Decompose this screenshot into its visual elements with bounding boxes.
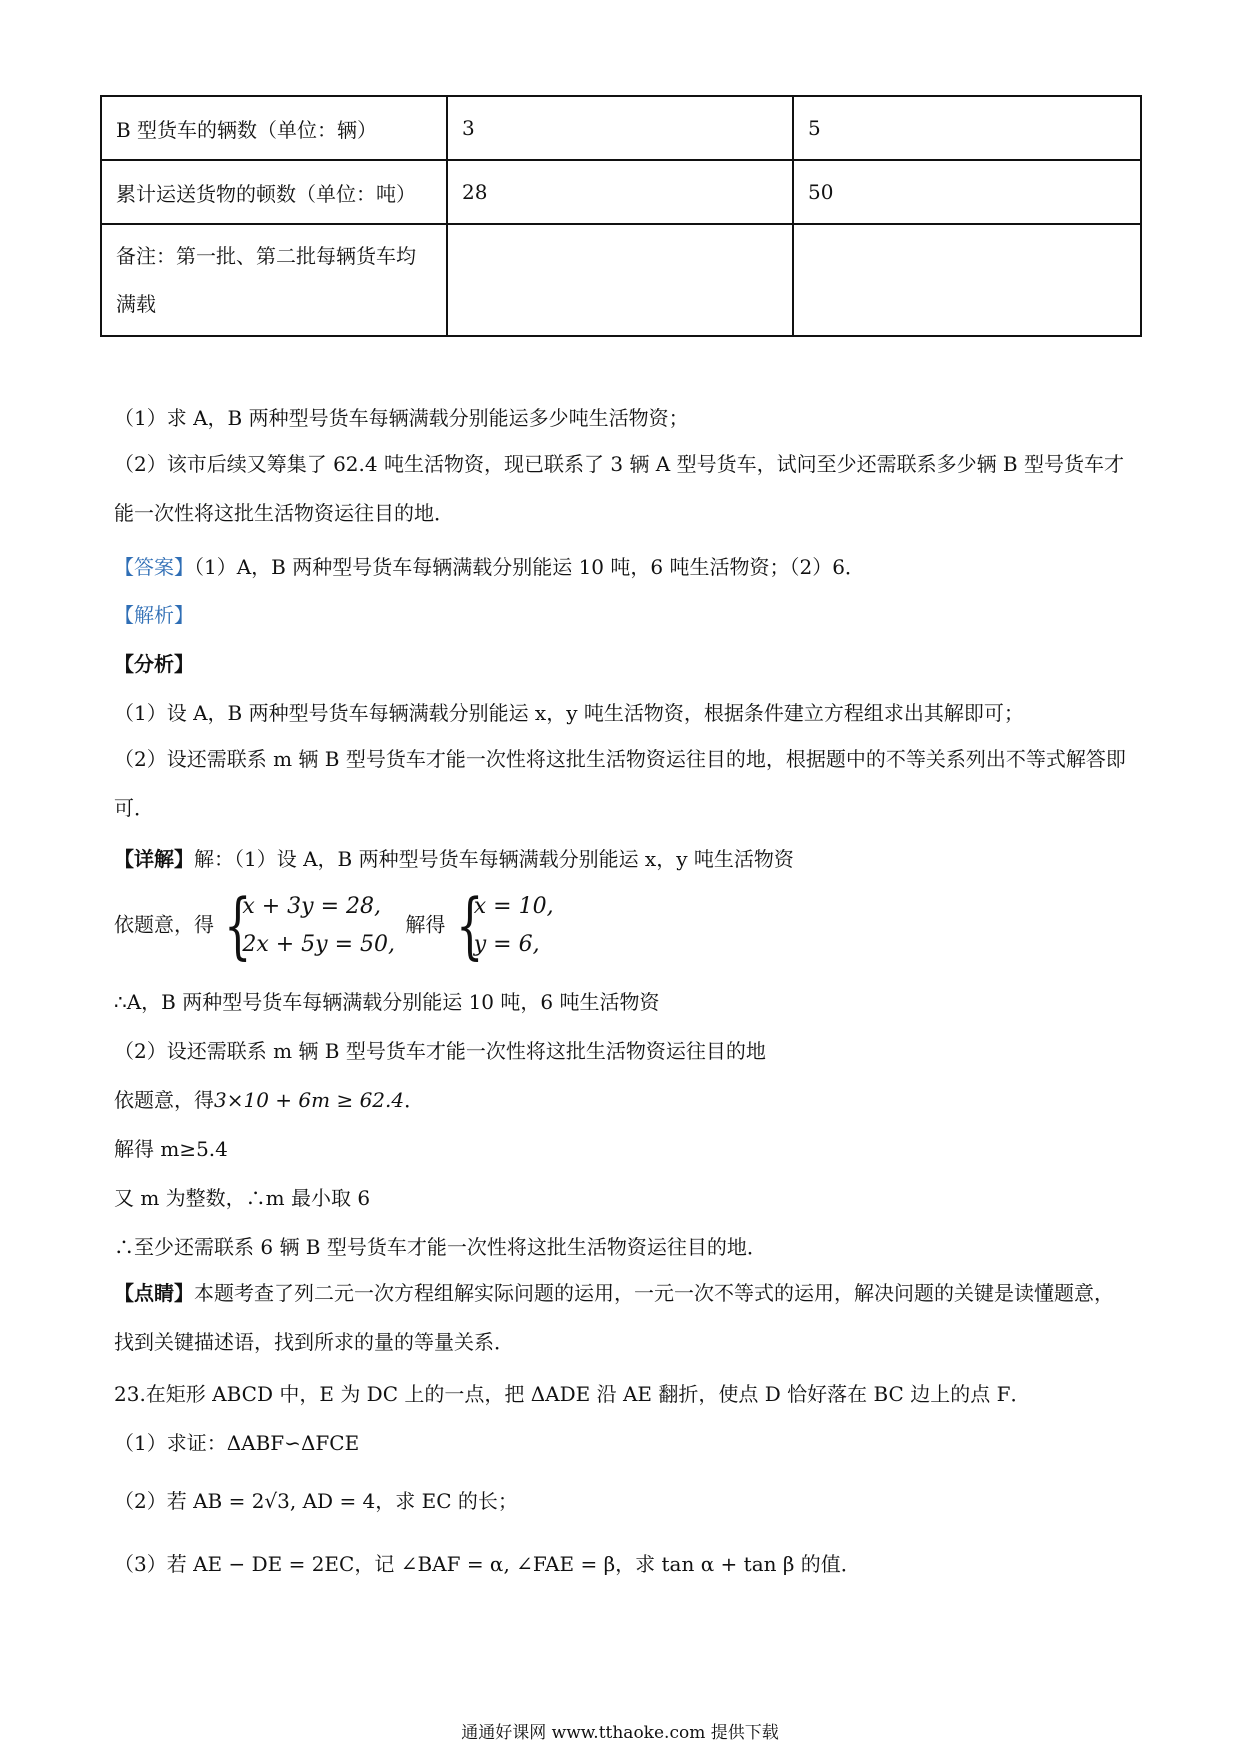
fenxi-1: （1）设 A，B 两种型号货车每辆满载分别能运 x，y 吨生活物资，根据条件建立方程组求出其解即可；: [114, 701, 1024, 725]
equation-system-1: [224, 883, 396, 967]
brace-icon: {: [455, 883, 484, 967]
xiangjie-text: 解：（1）设 A，B 两种型号货车每辆满载分别能运 x，y 吨生活物资: [194, 847, 794, 871]
equation: x + 3y = 28,: [242, 894, 382, 919]
table-cell: B 型货车的辆数（单位：辆）: [101, 96, 447, 160]
equation: y = 6,: [473, 932, 540, 957]
question-1: （1）求 A，B 两种型号货车每辆满载分别能运多少吨生活物资；: [114, 406, 689, 430]
inequality: 3×10 + 6m ≥ 62.4: [214, 1088, 405, 1112]
table-cell: [447, 224, 793, 336]
answer-tag: 【答案】: [114, 555, 194, 579]
problem-23-part-2: （2）若 AB = 2√3, AD = 4，求 EC 的长；: [114, 1489, 518, 1513]
solution-line: [114, 1086, 424, 1114]
solution-line: ∴至少还需联系 6 辆 B 型号货车才能一次性将这批生活物资运往目的地．: [114, 1235, 767, 1259]
table-cell: 50: [793, 160, 1141, 224]
problem-23-part-3: （3）若 AE − DE = 2EC，记 ∠BAF = α, ∠FAE = β，求 tan α + tan β 的值．: [114, 1552, 861, 1576]
solution-suffix: ．: [404, 1088, 425, 1112]
dianjing-text: 本题考查了列二元一次方程组解实际问题的运用，一元一次不等式的运用，解决问题的关键是读懂题意，找到关键描述语，找到所求的量的等量关系．: [114, 1281, 1114, 1354]
table-cell: 3: [447, 96, 793, 160]
equation: x = 10,: [473, 894, 554, 919]
eq-mid: 解得: [405, 912, 446, 937]
table-cell: [793, 224, 1141, 336]
equation-system-2: [455, 883, 554, 967]
xiangjie-tag: 【详解】: [114, 847, 194, 871]
equation: 2x + 5y = 50,: [242, 932, 396, 957]
answer-text: （1）A，B 两种型号货车每辆满载分别能运 10 吨，6 吨生活物资；（2）6．: [194, 555, 865, 579]
table-row: [101, 224, 1141, 336]
problem-23-part-1: （1）求证：ΔABF∽ΔFCE: [114, 1431, 360, 1455]
table-cell: 备注：第一批、第二批每辆货车均满载: [101, 224, 447, 336]
table-cell: 5: [793, 96, 1141, 160]
table-cell: 28: [447, 160, 793, 224]
problem-23: 23.在矩形 ABCD 中，E 为 DC 上的一点，把 ΔADE 沿 AE 翻折，使点 D 恰好落在 BC 边上的点 F．: [114, 1382, 1031, 1406]
table-cell: 累计运送货物的顿数（单位：吨）: [101, 160, 447, 224]
xiangjie-line: [114, 845, 794, 873]
solution-line: 又 m 为整数，∴m 最小取 6: [114, 1186, 371, 1210]
eq-prefix: 依题意，得: [114, 912, 214, 937]
dianjing-tag: 【点睛】: [114, 1281, 194, 1305]
question-2: （2）该市后续又筹集了 62.4 吨生活物资，现已联系了 3 辆 A 型号货车，试问至少还需联系多少辆 B 型号货车才能一次性将这批生活物资运往目的地．: [114, 452, 1124, 525]
fenxi-tag: 【分析】: [114, 652, 194, 676]
fenxi-2: （2）设还需联系 m 辆 B 型号货车才能一次性将这批生活物资运往目的地，根据题中的不等关系列出不等式解答即可．: [114, 747, 1126, 820]
brace-icon: {: [224, 883, 252, 967]
data-table: [100, 95, 1142, 337]
table-row: [101, 96, 1141, 160]
solution-line: ∴A，B 两种型号货车每辆满载分别能运 10 吨，6 吨生活物资: [114, 990, 660, 1014]
page-footer: 通通好课网 www.tthaoke.com 提供下载: [461, 1723, 779, 1743]
dianjing-paragraph: [114, 1269, 1130, 1367]
answer-line: [114, 553, 865, 581]
solution-line: （2）设还需联系 m 辆 B 型号货车才能一次性将这批生活物资运往目的地: [114, 1039, 766, 1063]
equation-line: [114, 883, 558, 967]
solution-line: 解得 m≥5.4: [114, 1137, 228, 1161]
table-row: [101, 160, 1141, 224]
solution-prefix: 依题意，得: [114, 1088, 214, 1112]
jiexi-tag: 【解析】: [114, 603, 194, 627]
